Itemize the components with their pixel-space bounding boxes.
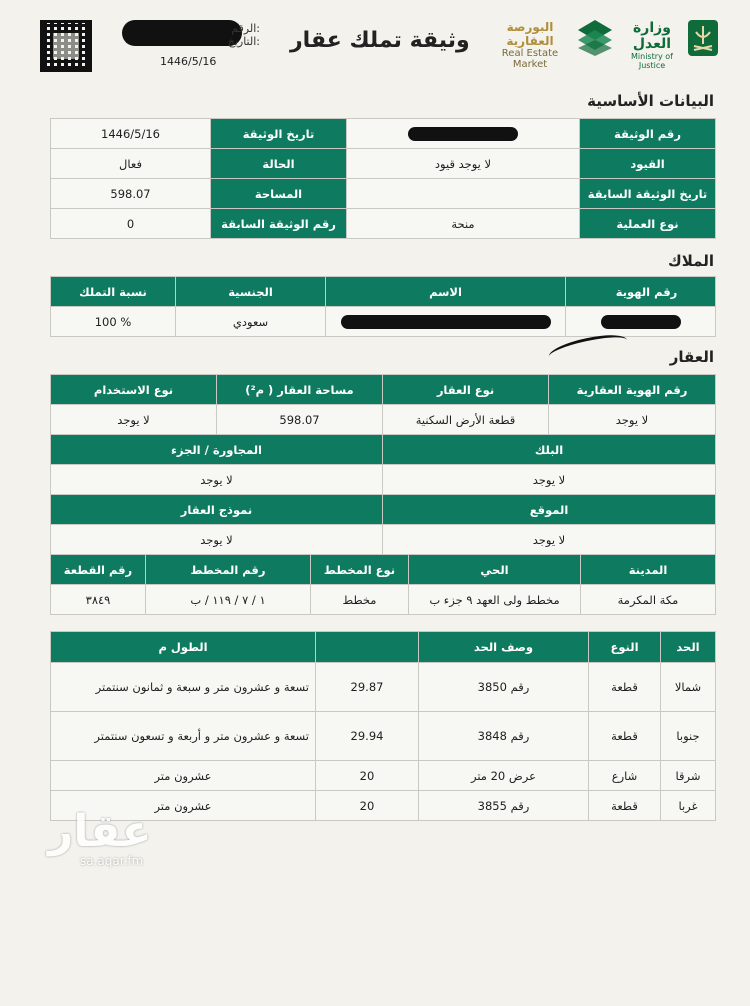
boundary-type: قطعة <box>589 791 661 821</box>
boundary-type: قطعة <box>589 712 661 761</box>
location-value: لا يوجد <box>383 525 716 555</box>
boundary-type: قطعة <box>589 663 661 712</box>
document-number-value <box>347 119 580 149</box>
length-value: 20 <box>316 761 419 791</box>
block-header: البلك <box>383 435 716 465</box>
ministry-of-justice-logo: وزارة العدل Ministry of Justice <box>631 20 673 70</box>
boundary-description-header: وصف الحد <box>419 632 589 663</box>
length-value: 29.87 <box>316 663 419 712</box>
restrictions-label: القيود <box>580 149 716 179</box>
document-date-label: تاريخ الوثيقة <box>211 119 347 149</box>
plan-type-value: مخطط <box>311 585 409 615</box>
share-value: 100 % <box>51 307 176 337</box>
property-id-header: رقم الهوية العقارية <box>549 375 716 405</box>
boundary-type-header: النوع <box>589 632 661 663</box>
table-header-row <box>51 435 716 465</box>
property-model-value: لا يوجد <box>51 525 383 555</box>
ref-number-label: الرقم: <box>231 22 260 35</box>
table-row <box>51 663 716 712</box>
property-type-value: قطعة الأرض السكنية <box>383 405 549 435</box>
block-value: لا يوجد <box>383 465 716 495</box>
owners-title: الملاك <box>668 252 714 270</box>
location-details-table <box>50 554 716 615</box>
boundary-side: جنوبا <box>661 712 716 761</box>
owner-name-value <box>326 307 566 337</box>
length-text: عشرون متر <box>51 761 316 791</box>
restrictions-value: لا يوجد قيود <box>347 149 580 179</box>
length-text: تسعة و عشرون متر و سبعة و ثمانون سنتمتر <box>51 663 316 712</box>
plan-number-header: رقم المخطط <box>146 555 311 585</box>
redacted-document-number <box>408 127 518 141</box>
status-label: الحالة <box>211 149 347 179</box>
city-header: المدينة <box>581 555 716 585</box>
watermark-brand: عقار <box>48 806 152 857</box>
table-row <box>51 149 716 179</box>
national-emblem-icon <box>686 18 720 58</box>
plan-number-value: ١ / ٧ / ١١٩ / ب <box>146 585 311 615</box>
previous-document-date-value <box>347 179 580 209</box>
previous-document-date-label: تاريخ الوثيقة السابقة <box>580 179 716 209</box>
boundary-type: شارع <box>589 761 661 791</box>
table-header-row <box>51 555 716 585</box>
length-value-header <box>316 632 419 663</box>
length-value: 20 <box>316 791 419 821</box>
id-number-header: رقم الهوية <box>566 277 716 307</box>
basic-data-title: البيانات الأساسية <box>587 92 714 110</box>
ref-date: 1446/5/16 <box>160 55 217 68</box>
page-title: وثيقة تملك عقار <box>290 28 470 53</box>
qr-code <box>40 20 92 72</box>
table-header-row <box>51 375 716 405</box>
plot-number-header: رقم القطعة <box>51 555 146 585</box>
table-row <box>51 465 716 495</box>
document-header <box>0 0 750 90</box>
boundary-description: رقم 3850 <box>419 663 589 712</box>
table-row <box>51 307 716 337</box>
table-row <box>51 761 716 791</box>
name-header: الاسم <box>326 277 566 307</box>
boundary-description: عرض 20 متر <box>419 761 589 791</box>
document-date-value: 1446/5/16 <box>51 119 211 149</box>
redacted-owner-name <box>341 315 551 329</box>
operation-type-value: منحة <box>347 209 580 239</box>
table-row <box>51 179 716 209</box>
reference-block <box>120 22 260 48</box>
plot-number-value: ٣٨٤٩ <box>51 585 146 615</box>
nationality-value: سعودي <box>176 307 326 337</box>
length-header: الطول م <box>51 632 316 663</box>
neighborhood-part-value: لا يوجد <box>51 465 383 495</box>
property-type-header: نوع العقار <box>383 375 549 405</box>
table-row <box>51 525 716 555</box>
length-text: تسعة و عشرون متر و أربعة و تسعون سنتمتر <box>51 712 316 761</box>
nationality-header: الجنسية <box>176 277 326 307</box>
table-row <box>51 209 716 239</box>
previous-document-number-label: رقم الوثيقة السابقة <box>211 209 347 239</box>
basic-data-table <box>50 118 716 239</box>
table-row <box>51 119 716 149</box>
boundary-description: رقم 3848 <box>419 712 589 761</box>
table-header-row <box>51 632 716 663</box>
property-title: العقار <box>669 348 714 366</box>
table-header-row <box>51 495 716 525</box>
aqar-watermark <box>48 806 152 868</box>
city-value: مكة المكرمة <box>581 585 716 615</box>
property-area-header: مساحة العقار ( م²) <box>217 375 383 405</box>
property-area-value: 598.07 <box>217 405 383 435</box>
length-text: عشرون متر <box>51 791 316 821</box>
real-estate-market-icon <box>576 18 614 58</box>
plan-type-header: نوع المخطط <box>311 555 409 585</box>
district-header: الحي <box>409 555 581 585</box>
length-value: 29.94 <box>316 712 419 761</box>
boundaries-table <box>50 631 716 821</box>
boundary-description: رقم 3855 <box>419 791 589 821</box>
share-header: نسبة التملك <box>51 277 176 307</box>
watermark-url: sa.aqar.fm <box>80 854 144 868</box>
location-header: الموقع <box>383 495 716 525</box>
ref-date-label: التاريخ: <box>227 35 260 48</box>
table-header-row <box>51 277 716 307</box>
owners-table <box>50 276 716 337</box>
usage-type-value: لا يوجد <box>51 405 217 435</box>
area-value: 598.07 <box>51 179 211 209</box>
area-label: المساحة <box>211 179 347 209</box>
previous-document-number-value: 0 <box>51 209 211 239</box>
owner-id-value <box>566 307 716 337</box>
document-number-label: رقم الوثيقة <box>580 119 716 149</box>
table-row <box>51 405 716 435</box>
real-estate-market-logo: البورصة العقارية Real Estate Market <box>501 20 559 70</box>
status-value: فعال <box>51 149 211 179</box>
boundary-side: شرقا <box>661 761 716 791</box>
boundary-side-header: الحد <box>661 632 716 663</box>
redacted-owner-id <box>601 315 681 329</box>
boundary-side: شمالا <box>661 663 716 712</box>
property-model-header: نموذج العقار <box>51 495 383 525</box>
operation-type-label: نوع العملية <box>580 209 716 239</box>
district-value: مخطط ولى العهد ٩ جزء ب <box>409 585 581 615</box>
table-row <box>51 585 716 615</box>
table-row <box>51 712 716 761</box>
property-table <box>50 374 716 555</box>
property-id-value: لا يوجد <box>549 405 716 435</box>
usage-type-header: نوع الاستخدام <box>51 375 217 405</box>
neighborhood-part-header: المجاورة / الجزء <box>51 435 383 465</box>
boundary-side: غربا <box>661 791 716 821</box>
